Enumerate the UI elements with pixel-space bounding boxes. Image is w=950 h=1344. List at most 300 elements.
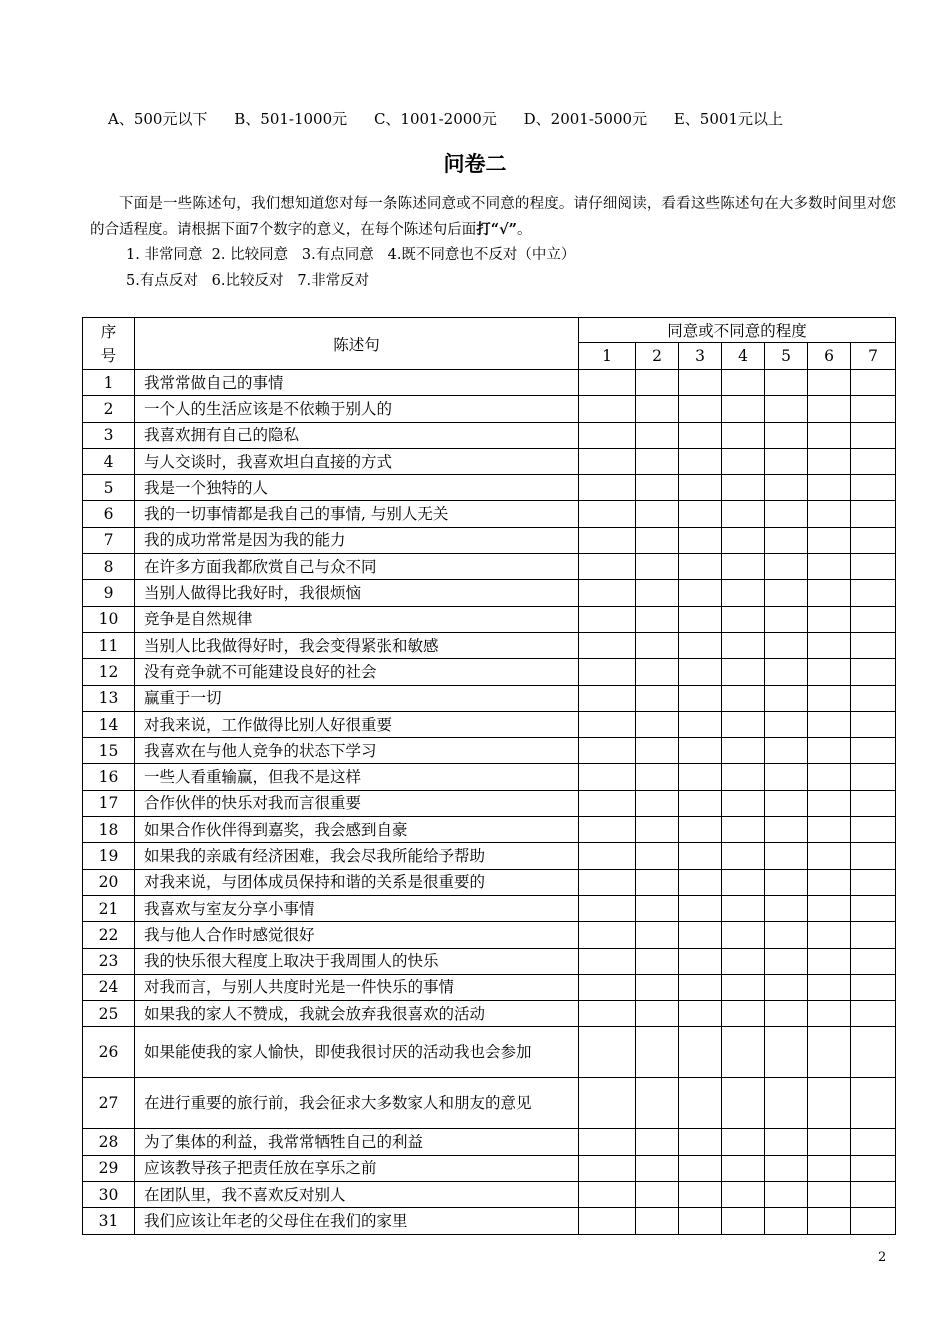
rating-cell-2[interactable] [636, 527, 679, 553]
rating-cell-4[interactable] [722, 869, 765, 895]
rating-cell-6[interactable] [808, 448, 851, 474]
scale-legend-line-2: 5.有点反对 6.比较反对 7.非常反对 [126, 273, 370, 289]
rating-cell-7[interactable] [851, 448, 896, 474]
rating-cell-5[interactable] [765, 554, 808, 580]
page-number: 2 [878, 1250, 887, 1265]
statement-text: 为了集体的利益，我常常牺牲自己的利益 [135, 1129, 579, 1155]
rating-cell-5[interactable] [765, 895, 808, 921]
rating-cell-2[interactable] [636, 843, 679, 869]
statement-text: 竞争是自然规律 [135, 606, 579, 632]
rating-cell-6[interactable] [808, 922, 851, 948]
rating-cell-7[interactable] [851, 738, 896, 764]
rating-cell-4[interactable] [722, 554, 765, 580]
table-row [83, 1078, 896, 1129]
rating-cell-4[interactable] [722, 606, 765, 632]
rating-cell-1[interactable] [579, 685, 636, 711]
rating-cell-7[interactable] [851, 1129, 896, 1155]
rating-cell-4[interactable] [722, 448, 765, 474]
rating-cell-1[interactable] [579, 659, 636, 685]
rating-cell-3[interactable] [679, 869, 722, 895]
rating-cell-6[interactable] [808, 396, 851, 422]
rating-cell-1[interactable] [579, 1182, 636, 1208]
table-row [83, 738, 896, 764]
rating-cell-5[interactable] [765, 1129, 808, 1155]
statement-text: 与人交谈时，我喜欢坦白直接的方式 [135, 448, 579, 474]
rating-cell-2[interactable] [636, 448, 679, 474]
rating-cell-2[interactable] [636, 1208, 679, 1234]
rating-cell-4[interactable] [722, 1129, 765, 1155]
rating-cell-6[interactable] [808, 370, 851, 396]
rating-cell-2[interactable] [636, 1078, 679, 1129]
rating-cell-3[interactable] [679, 711, 722, 737]
rating-cell-3[interactable] [679, 554, 722, 580]
statement-text: 在许多方面我都欣赏自己与众不同 [135, 554, 579, 580]
rating-cell-4[interactable] [722, 1078, 765, 1129]
rating-cell-1[interactable] [579, 501, 636, 527]
rating-cell-3[interactable] [679, 790, 722, 816]
rating-cell-7[interactable] [851, 554, 896, 580]
scale-header-1: 1 [579, 343, 636, 370]
rating-cell-1[interactable] [579, 606, 636, 632]
rating-cell-4[interactable] [722, 1155, 765, 1181]
scale-legend-line-1: 1. 非常同意 2. 比较同意 3.有点同意 4.既不同意也不反对（中立） [126, 247, 576, 263]
row-number: 26 [83, 1027, 135, 1078]
rating-cell-3[interactable] [679, 659, 722, 685]
rating-cell-1[interactable] [579, 764, 636, 790]
rating-cell-5[interactable] [765, 422, 808, 448]
table-row [83, 632, 896, 658]
rating-cell-6[interactable] [808, 527, 851, 553]
rating-cell-5[interactable] [765, 1208, 808, 1234]
rating-cell-2[interactable] [636, 580, 679, 606]
statement-text: 应该教导孩子把责任放在享乐之前 [135, 1155, 579, 1181]
rating-cell-6[interactable] [808, 711, 851, 737]
rating-cell-7[interactable] [851, 475, 896, 501]
row-number: 19 [83, 843, 135, 869]
rating-cell-7[interactable] [851, 527, 896, 553]
table-row [83, 1155, 896, 1181]
rating-cell-6[interactable] [808, 606, 851, 632]
rating-cell-3[interactable] [679, 1182, 722, 1208]
rating-cell-4[interactable] [722, 659, 765, 685]
statement-text: 合作伙伴的快乐对我而言很重要 [135, 790, 579, 816]
rating-cell-3[interactable] [679, 922, 722, 948]
rating-cell-5[interactable] [765, 632, 808, 658]
rating-cell-7[interactable] [851, 764, 896, 790]
rating-cell-6[interactable] [808, 1155, 851, 1181]
rating-cell-2[interactable] [636, 764, 679, 790]
row-number: 21 [83, 895, 135, 921]
rating-cell-7[interactable] [851, 1208, 896, 1234]
row-number: 16 [83, 764, 135, 790]
table-row [83, 1027, 896, 1078]
table-row [83, 1208, 896, 1234]
rating-cell-3[interactable] [679, 527, 722, 553]
table-row [83, 711, 896, 737]
rating-cell-3[interactable] [679, 974, 722, 1000]
rating-cell-7[interactable] [851, 922, 896, 948]
rating-cell-4[interactable] [722, 1182, 765, 1208]
rating-cell-4[interactable] [722, 1208, 765, 1234]
rating-cell-2[interactable] [636, 974, 679, 1000]
rating-cell-6[interactable] [808, 817, 851, 843]
statement-text: 对我来说，与团体成员保持和谐的关系是很重要的 [135, 869, 579, 895]
rating-cell-6[interactable] [808, 843, 851, 869]
rating-cell-4[interactable] [722, 475, 765, 501]
rating-cell-3[interactable] [679, 738, 722, 764]
rating-cell-6[interactable] [808, 632, 851, 658]
rating-cell-3[interactable] [679, 632, 722, 658]
rating-cell-5[interactable] [765, 370, 808, 396]
rating-cell-6[interactable] [808, 580, 851, 606]
rating-cell-4[interactable] [722, 1001, 765, 1027]
statement-text: 当别人做得比我好时，我很烦恼 [135, 580, 579, 606]
rating-cell-7[interactable] [851, 711, 896, 737]
rating-cell-2[interactable] [636, 396, 679, 422]
rating-cell-5[interactable] [765, 659, 808, 685]
statement-text: 我喜欢与室友分享小事情 [135, 895, 579, 921]
rating-cell-1[interactable] [579, 580, 636, 606]
rating-cell-3[interactable] [679, 948, 722, 974]
rating-cell-4[interactable] [722, 922, 765, 948]
rating-cell-4[interactable] [722, 527, 765, 553]
rating-cell-5[interactable] [765, 1001, 808, 1027]
rating-cell-5[interactable] [765, 1182, 808, 1208]
table-row [83, 554, 896, 580]
row-number: 2 [83, 396, 135, 422]
rating-cell-4[interactable] [722, 580, 765, 606]
rating-cell-6[interactable] [808, 764, 851, 790]
rating-cell-2[interactable] [636, 1001, 679, 1027]
rating-cell-3[interactable] [679, 580, 722, 606]
rating-cell-2[interactable] [636, 790, 679, 816]
rating-cell-5[interactable] [765, 843, 808, 869]
rating-cell-6[interactable] [808, 1129, 851, 1155]
rating-cell-5[interactable] [765, 475, 808, 501]
rating-cell-7[interactable] [851, 869, 896, 895]
rating-cell-5[interactable] [765, 606, 808, 632]
rating-cell-5[interactable] [765, 974, 808, 1000]
rating-cell-3[interactable] [679, 475, 722, 501]
scale-header-4: 4 [722, 343, 765, 370]
row-number: 10 [83, 606, 135, 632]
rating-cell-3[interactable] [679, 895, 722, 921]
rating-cell-6[interactable] [808, 685, 851, 711]
rating-cell-1[interactable] [579, 1078, 636, 1129]
rating-cell-4[interactable] [722, 396, 765, 422]
rating-cell-2[interactable] [636, 475, 679, 501]
rating-cell-7[interactable] [851, 817, 896, 843]
rating-cell-1[interactable] [579, 843, 636, 869]
row-number: 29 [83, 1155, 135, 1181]
rating-cell-2[interactable] [636, 711, 679, 737]
rating-cell-2[interactable] [636, 948, 679, 974]
table-row [83, 922, 896, 948]
row-number: 6 [83, 501, 135, 527]
statement-text: 我与他人合作时感觉很好 [135, 922, 579, 948]
rating-cell-5[interactable] [765, 527, 808, 553]
rating-cell-2[interactable] [636, 922, 679, 948]
rating-cell-3[interactable] [679, 606, 722, 632]
table-row [83, 764, 896, 790]
rating-cell-1[interactable] [579, 448, 636, 474]
rating-cell-6[interactable] [808, 974, 851, 1000]
rating-cell-7[interactable] [851, 685, 896, 711]
rating-cell-5[interactable] [765, 869, 808, 895]
rating-cell-1[interactable] [579, 1027, 636, 1078]
statement-text: 我的成功常常是因为我的能力 [135, 527, 579, 553]
rating-cell-2[interactable] [636, 606, 679, 632]
rating-cell-5[interactable] [765, 948, 808, 974]
statement-text: 在进行重要的旅行前，我会征求大多数家人和朋友的意见 [135, 1078, 579, 1129]
rating-cell-6[interactable] [808, 738, 851, 764]
rating-cell-1[interactable] [579, 1155, 636, 1181]
rating-cell-1[interactable] [579, 738, 636, 764]
statement-text: 我的快乐很大程度上取决于我周围人的快乐 [135, 948, 579, 974]
rating-cell-5[interactable] [765, 396, 808, 422]
row-number: 15 [83, 738, 135, 764]
rating-cell-6[interactable] [808, 895, 851, 921]
rating-cell-1[interactable] [579, 895, 636, 921]
rating-cell-5[interactable] [765, 764, 808, 790]
rating-cell-3[interactable] [679, 843, 722, 869]
table-row [83, 1001, 896, 1027]
table-row [83, 843, 896, 869]
row-number: 20 [83, 869, 135, 895]
rating-cell-1[interactable] [579, 527, 636, 553]
rating-cell-4[interactable] [722, 370, 765, 396]
rating-cell-4[interactable] [722, 422, 765, 448]
income-option-b: B、501-1000元 [234, 110, 348, 128]
row-number: 13 [83, 685, 135, 711]
rating-cell-2[interactable] [636, 632, 679, 658]
rating-cell-7[interactable] [851, 606, 896, 632]
rating-cell-7[interactable] [851, 1182, 896, 1208]
rating-cell-6[interactable] [808, 659, 851, 685]
scale-header-7: 7 [851, 343, 896, 370]
rating-cell-7[interactable] [851, 974, 896, 1000]
rating-cell-1[interactable] [579, 790, 636, 816]
rating-cell-4[interactable] [722, 1027, 765, 1078]
table-row [83, 948, 896, 974]
rating-cell-7[interactable] [851, 370, 896, 396]
row-number: 8 [83, 554, 135, 580]
statement-text: 赢重于一切 [135, 685, 579, 711]
rating-cell-7[interactable] [851, 422, 896, 448]
scale-header-3: 3 [679, 343, 722, 370]
rating-cell-4[interactable] [722, 895, 765, 921]
income-option-c: C、1001-2000元 [373, 110, 497, 128]
row-number: 27 [83, 1078, 135, 1129]
table-row [83, 370, 896, 396]
rating-cell-3[interactable] [679, 1078, 722, 1129]
rating-cell-7[interactable] [851, 895, 896, 921]
table-row [83, 1182, 896, 1208]
rating-cell-3[interactable] [679, 1129, 722, 1155]
rating-cell-5[interactable] [765, 817, 808, 843]
table-row [83, 606, 896, 632]
rating-cell-4[interactable] [722, 632, 765, 658]
rating-cell-2[interactable] [636, 685, 679, 711]
row-number: 12 [83, 659, 135, 685]
rating-cell-3[interactable] [679, 370, 722, 396]
index-column-header [83, 318, 135, 370]
rating-cell-3[interactable] [679, 501, 722, 527]
row-number: 31 [83, 1208, 135, 1234]
rating-cell-6[interactable] [808, 948, 851, 974]
rating-cell-5[interactable] [765, 738, 808, 764]
rating-cell-7[interactable] [851, 396, 896, 422]
survey-table [82, 317, 896, 1235]
rating-cell-2[interactable] [636, 501, 679, 527]
income-option-d: D、2001-5000元 [523, 110, 648, 128]
rating-cell-7[interactable] [851, 580, 896, 606]
rating-cell-6[interactable] [808, 1001, 851, 1027]
rating-cell-1[interactable] [579, 1129, 636, 1155]
rating-cell-6[interactable] [808, 1027, 851, 1078]
rating-cell-2[interactable] [636, 1027, 679, 1078]
rating-cell-1[interactable] [579, 817, 636, 843]
rating-cell-4[interactable] [722, 738, 765, 764]
table-row [83, 580, 896, 606]
rating-cell-3[interactable] [679, 422, 722, 448]
rating-cell-3[interactable] [679, 448, 722, 474]
rating-cell-6[interactable] [808, 790, 851, 816]
rating-cell-7[interactable] [851, 948, 896, 974]
rating-cell-6[interactable] [808, 501, 851, 527]
rating-cell-6[interactable] [808, 1078, 851, 1129]
rating-cell-5[interactable] [765, 1027, 808, 1078]
row-number: 18 [83, 817, 135, 843]
rating-cell-3[interactable] [679, 1001, 722, 1027]
rating-cell-5[interactable] [765, 711, 808, 737]
rating-cell-2[interactable] [636, 817, 679, 843]
rating-cell-7[interactable] [851, 1027, 896, 1078]
rating-cell-2[interactable] [636, 1129, 679, 1155]
rating-cell-4[interactable] [722, 817, 765, 843]
statement-text: 如果我的家人不赞成，我就会放弃我很喜欢的活动 [135, 1001, 579, 1027]
rating-cell-5[interactable] [765, 501, 808, 527]
rating-cell-4[interactable] [722, 685, 765, 711]
statement-text: 如果能使我的家人愉快，即使我很讨厌的活动我也会参加 [135, 1027, 579, 1078]
row-number: 4 [83, 448, 135, 474]
rating-cell-5[interactable] [765, 790, 808, 816]
rating-cell-2[interactable] [636, 869, 679, 895]
rating-cell-1[interactable] [579, 370, 636, 396]
rating-cell-6[interactable] [808, 1208, 851, 1234]
rating-cell-1[interactable] [579, 554, 636, 580]
rating-cell-7[interactable] [851, 632, 896, 658]
rating-cell-7[interactable] [851, 843, 896, 869]
rating-cell-5[interactable] [765, 1078, 808, 1129]
rating-cell-6[interactable] [808, 869, 851, 895]
rating-cell-5[interactable] [765, 922, 808, 948]
income-option-a: A、500元以下 [108, 110, 208, 128]
rating-cell-7[interactable] [851, 1078, 896, 1129]
statement-text: 一些人看重输赢，但我不是这样 [135, 764, 579, 790]
rating-cell-2[interactable] [636, 738, 679, 764]
rating-cell-3[interactable] [679, 1155, 722, 1181]
rating-cell-2[interactable] [636, 422, 679, 448]
statement-text: 我是一个独特的人 [135, 475, 579, 501]
rating-cell-5[interactable] [765, 448, 808, 474]
intro-text: 下面是一些陈述句，我们想知道您对每一条陈述同意或不同意的程度。请仔细阅读，看看这些陈述句在大多数时间里对您的合适程度。请根据下面7个数字的意义，在每个陈述句后面 [90, 196, 896, 238]
statement-text: 如果我的亲戚有经济困难，我会尽我所能给予帮助 [135, 843, 579, 869]
rating-cell-1[interactable] [579, 922, 636, 948]
row-number: 3 [83, 422, 135, 448]
rating-cell-2[interactable] [636, 1155, 679, 1181]
row-number: 14 [83, 711, 135, 737]
rating-cell-1[interactable] [579, 948, 636, 974]
rating-cell-1[interactable] [579, 974, 636, 1000]
rating-cell-2[interactable] [636, 1182, 679, 1208]
table-row [83, 869, 896, 895]
rating-cell-6[interactable] [808, 422, 851, 448]
rating-cell-3[interactable] [679, 396, 722, 422]
rating-cell-6[interactable] [808, 554, 851, 580]
table-row [83, 817, 896, 843]
rating-cell-4[interactable] [722, 711, 765, 737]
rating-cell-7[interactable] [851, 501, 896, 527]
row-number: 30 [83, 1182, 135, 1208]
rating-cell-1[interactable] [579, 869, 636, 895]
questionnaire-title: 问卷二 [443, 152, 507, 176]
rating-cell-4[interactable] [722, 948, 765, 974]
rating-cell-7[interactable] [851, 1155, 896, 1181]
rating-cell-3[interactable] [679, 764, 722, 790]
rating-cell-7[interactable] [851, 659, 896, 685]
statement-text: 我喜欢拥有自己的隐私 [135, 422, 579, 448]
rating-cell-1[interactable] [579, 1208, 636, 1234]
rating-cell-1[interactable] [579, 422, 636, 448]
intro-paragraph [90, 192, 896, 243]
rating-cell-3[interactable] [679, 1208, 722, 1234]
rating-cell-4[interactable] [722, 974, 765, 1000]
rating-cell-5[interactable] [765, 580, 808, 606]
rating-cell-7[interactable] [851, 1001, 896, 1027]
statement-column-header: 陈述句 [135, 318, 579, 370]
rating-cell-7[interactable] [851, 790, 896, 816]
rating-cell-4[interactable] [722, 501, 765, 527]
rating-cell-5[interactable] [765, 685, 808, 711]
rating-cell-3[interactable] [679, 1027, 722, 1078]
rating-cell-2[interactable] [636, 370, 679, 396]
rating-cell-3[interactable] [679, 817, 722, 843]
table-row [83, 790, 896, 816]
table-row [83, 1129, 896, 1155]
rating-cell-6[interactable] [808, 475, 851, 501]
rating-cell-1[interactable] [579, 1001, 636, 1027]
row-number: 9 [83, 580, 135, 606]
rating-cell-3[interactable] [679, 685, 722, 711]
rating-cell-1[interactable] [579, 475, 636, 501]
row-number: 11 [83, 632, 135, 658]
rating-cell-4[interactable] [722, 843, 765, 869]
statement-text: 我喜欢在与他人竞争的状态下学习 [135, 738, 579, 764]
rating-cell-1[interactable] [579, 711, 636, 737]
rating-cell-2[interactable] [636, 659, 679, 685]
rating-cell-5[interactable] [765, 1155, 808, 1181]
rating-cell-4[interactable] [722, 764, 765, 790]
rating-cell-4[interactable] [722, 790, 765, 816]
rating-cell-1[interactable] [579, 396, 636, 422]
row-number: 7 [83, 527, 135, 553]
rating-cell-6[interactable] [808, 1182, 851, 1208]
statement-text: 没有竞争就不可能建设良好的社会 [135, 659, 579, 685]
rating-cell-2[interactable] [636, 895, 679, 921]
rating-cell-1[interactable] [579, 632, 636, 658]
rating-cell-2[interactable] [636, 554, 679, 580]
